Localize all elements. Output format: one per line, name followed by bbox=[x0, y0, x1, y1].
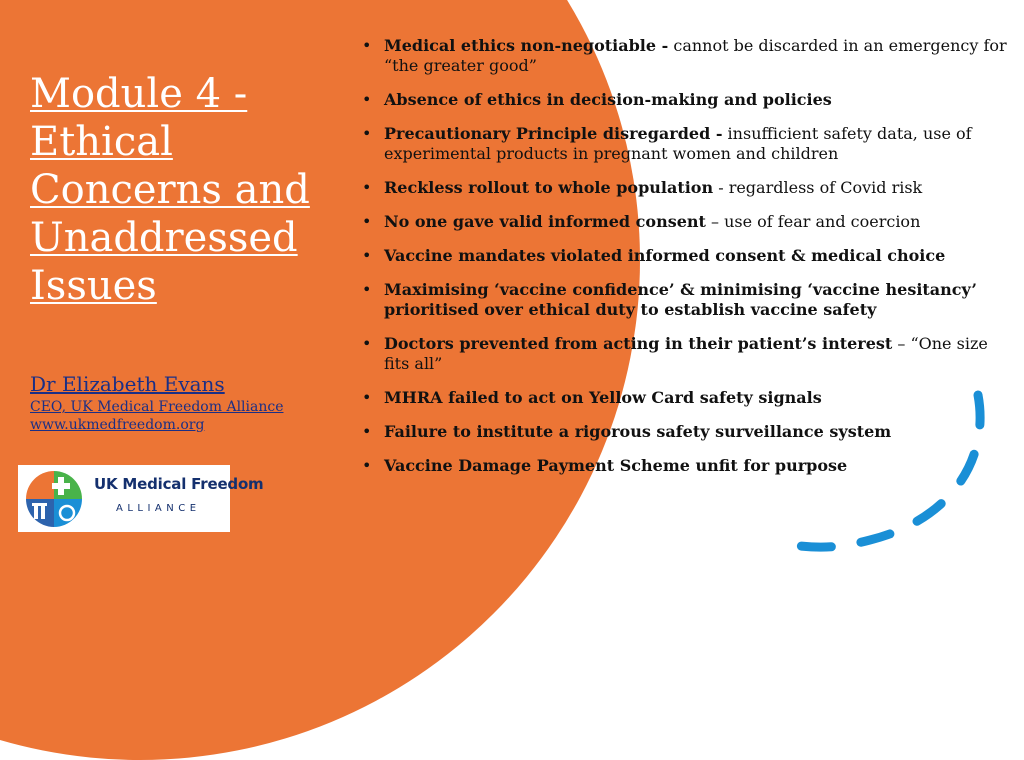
bullet-bold-text: Reckless rollout to whole population bbox=[384, 178, 714, 197]
bullet-bold-text: Doctors prevented from acting in their patient’s interest bbox=[384, 334, 893, 353]
bullet-bold-text: Vaccine mandates violated informed consent & medical choice bbox=[384, 246, 946, 265]
bullet-bold-text: No one gave valid informed consent bbox=[384, 212, 706, 231]
bullet-bold-text: Vaccine Damage Payment Scheme unfit for purpose bbox=[384, 456, 848, 475]
bullet-text: - regardless of Covid risk bbox=[713, 178, 923, 197]
bullet-text: cannot be discarded in an emergency for “the greater good” bbox=[384, 36, 1007, 75]
bullet-text: – use of fear and coercion bbox=[705, 212, 921, 231]
logo-subtitle: ALLIANCE bbox=[116, 503, 201, 514]
bullet-bold-text: MHRA failed to act on Yellow Card safety signals bbox=[384, 388, 822, 407]
slide-title: Module 4 - Ethical Concerns and Unaddressed Issues bbox=[30, 71, 310, 309]
author-name-link[interactable]: Dr Elizabeth Evans bbox=[30, 372, 225, 396]
bullet-bold-text: Maximising ‘vaccine confidence’ & minimising ‘vaccine hesitancy’ prioritised over ethical duty to establish vaccine safety bbox=[384, 280, 977, 319]
website-link[interactable]: www.ukmedfreedom.org bbox=[30, 417, 205, 433]
logo-name: UK Medical Freedom bbox=[94, 475, 264, 493]
author-role: CEO, UK Medical Freedom Alliance bbox=[30, 399, 284, 415]
bullet-bold-text: Absence of ethics in decision-making and policies bbox=[384, 90, 832, 109]
bullet-bold-text: Failure to institute a rigorous safety surveillance system bbox=[384, 422, 892, 441]
bullet-text: – “One size fits all” bbox=[384, 334, 988, 373]
bullet-text: insufficient safety data, use of experimental products in pregnant women and children bbox=[384, 124, 972, 163]
bullet-bold-text: Medical ethics non-negotiable - bbox=[384, 36, 669, 55]
bullet-bold-text: Precautionary Principle disregarded - bbox=[384, 124, 723, 143]
